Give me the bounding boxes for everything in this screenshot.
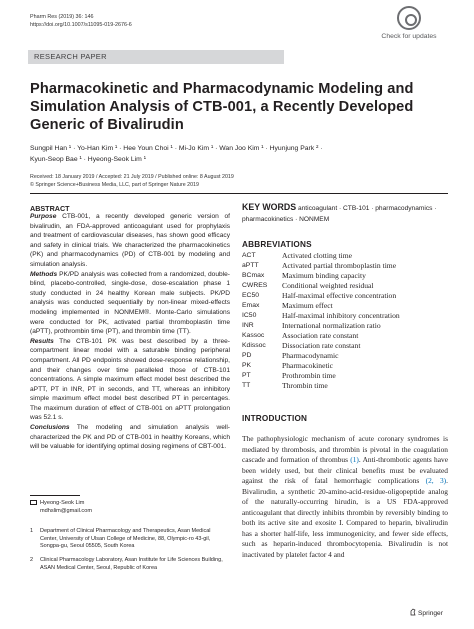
article-type-label: RESEARCH PAPER: [34, 52, 107, 61]
abbreviation-definition: International normalization ratio: [282, 321, 381, 330]
abbreviation-term: PD: [242, 352, 252, 359]
citation-link[interactable]: (1): [350, 455, 359, 464]
abstract-purpose: Purpose CTB-001, a recently developed generic version of bivalirudin, an FDA-approved anticoagulant used for prophylaxis and treatment of cardiovascular diseases, has shown good efficacy and safety in clinical trials. We characterized the pharmacokinetics (PK) and pharmacodynamics (PD) of CTB-001 by modeling and simulation analysis.: [30, 213, 230, 268]
abbreviation-term: Emax: [242, 302, 260, 309]
abbreviation-definition: Activated partial thromboplastin time: [282, 261, 397, 270]
article-title: Pharmacokinetic and Pharmacodynamic Modeling and Simulation Analysis of CTB-001, a Recently Developed Generic of Bivalirudin: [30, 81, 414, 134]
abbreviations-heading: ABBREVIATIONS: [242, 240, 312, 249]
citation-link[interactable]: (2, 3): [425, 476, 447, 485]
introduction-body: The pathophysiologic mechanism of acute coronary syndromes is mediated by thrombosis, and thrombin is pivotal in the coagulation cascade and formation of thrombus (1). Anti-thrombotic agents have been widely used, but their clinical benefits must be evaluated against the risk of fatal hemorrhagic complications (2, 3). Bivalirudin, a synthetic 20-amino-acid-residue-oligopeptide analog of the naturally-occurring hirudin, is a US FDA-approved anticoagulant that directly inhibits thrombin by reversibly binding to both its active site and exosite I. Compared to heparin, bivalirudin has a shorter half-life, less immunogenicity, and fewer side effects, such as heparin-induced thrombocytopenia. Bivalirudin is not inactivated by platelet factor 4 and: [242, 434, 448, 559]
abbreviation-definition: Half-maximal inhibitory concentration: [282, 311, 400, 320]
abbreviation-term: aPTT: [242, 262, 259, 269]
springer-horse-icon: [410, 608, 416, 616]
abbreviation-term: Kassoc: [242, 332, 265, 339]
abbreviation-term: TT: [242, 382, 251, 389]
introduction-heading: INTRODUCTION: [242, 414, 308, 423]
correspondence: [30, 500, 92, 515]
abbreviation-term: BCmax: [242, 272, 265, 279]
abbreviation-definition: Half-maximal effective concentration: [282, 291, 397, 300]
authors-line-1: Sungpil Han ¹ · Yo-Han Kim ¹ · Hee Youn Choi ¹ · Mi-Jo Kim ¹ · Wan Joo Kim ¹ · Hyunjung Park ² ·: [30, 145, 323, 152]
abbreviation-definition: Association rate constant: [282, 331, 359, 340]
abbreviation-definition: Thrombin time: [282, 381, 328, 390]
envelope-icon: [30, 500, 37, 505]
check-for-updates-badge[interactable]: [380, 6, 438, 54]
article-dates: [30, 174, 234, 190]
abbreviation-definition: Activated clotting time: [282, 251, 353, 260]
abbreviation-term: Kdissoc: [242, 342, 266, 349]
affiliation-item: 2 Clinical Pharmacology Laboratory, Asan Institute for Life Sciences Building, ASAN Medical Center, Seoul, Republic of Korea: [30, 557, 223, 571]
check-updates-label: Check for updates: [381, 33, 437, 40]
abstract-results: Results The CTB-101 PK was best described by a three-compartment linear model with a saturable binding peripheral compartment. All PD endpoints showed dose-response relationship, and their changes over time paralleled those of CTB-101 concentrations. A simple maximum effect model best described the aPTT, PT in INR, PT in seconds, and TT, whereas an inhibitory simple maximum effect model best described PT in percentages. The maximum duration of effect of CTB-001 on aPTT prolongation was 52.1 s.: [30, 337, 230, 422]
keywords-heading: KEY WORDS: [242, 202, 297, 212]
abbreviation-term: IC50: [242, 312, 257, 319]
abbreviation-definition: Pharmacokinetic: [282, 361, 334, 370]
corresponding-email[interactable]: mdhslim@gmail.com: [40, 507, 92, 514]
abbreviation-term: ACT: [242, 252, 256, 259]
publisher-footer: [410, 608, 443, 617]
header-divider: [30, 193, 448, 194]
abstract-methods: Methods PK/PD analysis was collected from a randomized, double-blind, placebo-controlled, single-dose, dose-escalation phase 1 study conducted in 24 healthy Korean male subjects. PK/PD analysis was conducted sequentially by non-linear mixed-effects modeling implemented in NONMEM®. Monte-Carlo simulations were conducted for PK, activated partial thromboplastin time (aPTT), prothrombin time (PT), and thrombin time (TT).: [30, 270, 230, 336]
received-accepted-dates: Received: 18 January 2019 / Accepted: 21 July 2019 / Published online: 8 August 2019: [30, 174, 234, 180]
journal-reference: [30, 14, 132, 29]
keywords-list: anticoagulant · CTB-101 · pharmacodynamics · pharmacokinetics · NONMEM: [242, 205, 437, 224]
abbreviation-definition: Dissociation rate constant: [282, 341, 361, 350]
doi-link[interactable]: https://doi.org/10.1007/s11095-019-2676-6: [30, 21, 132, 28]
abstract-conclusions: Conclusions The modeling and simulation analysis well-characterized the PK and PD of CTB-001 in healthy Koreans, which will be valuable for identifying optimal dosing regimens of CBT-001.: [30, 424, 231, 451]
authors-line-2: Kyun-Seop Bae ¹ · Hyeong-Seok Lim ¹: [30, 156, 146, 164]
keywords: [242, 202, 448, 225]
journal-citation: Pharm Res (2019) 36: 146: [30, 14, 94, 20]
abbreviation-definition: Conditional weighted residual: [282, 281, 374, 290]
copyright-notice: © Springer Science+Business Media, LLC, part of Springer Nature 2019: [30, 181, 199, 188]
abbreviation-definition: Prothrombin time: [282, 371, 336, 380]
abstract-heading: ABSTRACT: [30, 204, 70, 213]
abbreviation-term: PT: [242, 372, 251, 379]
crossmark-icon: [397, 6, 421, 30]
abbreviation-term: PK: [242, 362, 252, 369]
abbreviation-definition: Maximum effect: [282, 301, 333, 310]
affiliation-item: 1 Department of Clinical Pharmacology and Therapeutics, Asan Medical Center, University of Ulsan College of Medicine, 88, Olympic-ro 43-gil, Songpa-gu, Seoul 05505, South Korea: [30, 528, 211, 550]
abbreviation-definition: Pharmacodynamic: [282, 351, 339, 360]
footnote-divider: [30, 495, 80, 496]
abbreviation-term: EC50: [242, 292, 260, 299]
article-type-bar: [28, 50, 284, 64]
corresponding-author: Hyeong-Seok Lim: [40, 500, 85, 506]
abstract-body: [30, 212, 230, 452]
author-list: [30, 143, 360, 165]
abbreviation-term: INR: [242, 322, 254, 329]
publisher-name: Springer: [418, 610, 443, 617]
abbreviation-term: CWRES: [242, 282, 268, 289]
affiliations: [30, 528, 226, 579]
abbreviation-definition: Maximum binding capacity: [282, 271, 366, 280]
